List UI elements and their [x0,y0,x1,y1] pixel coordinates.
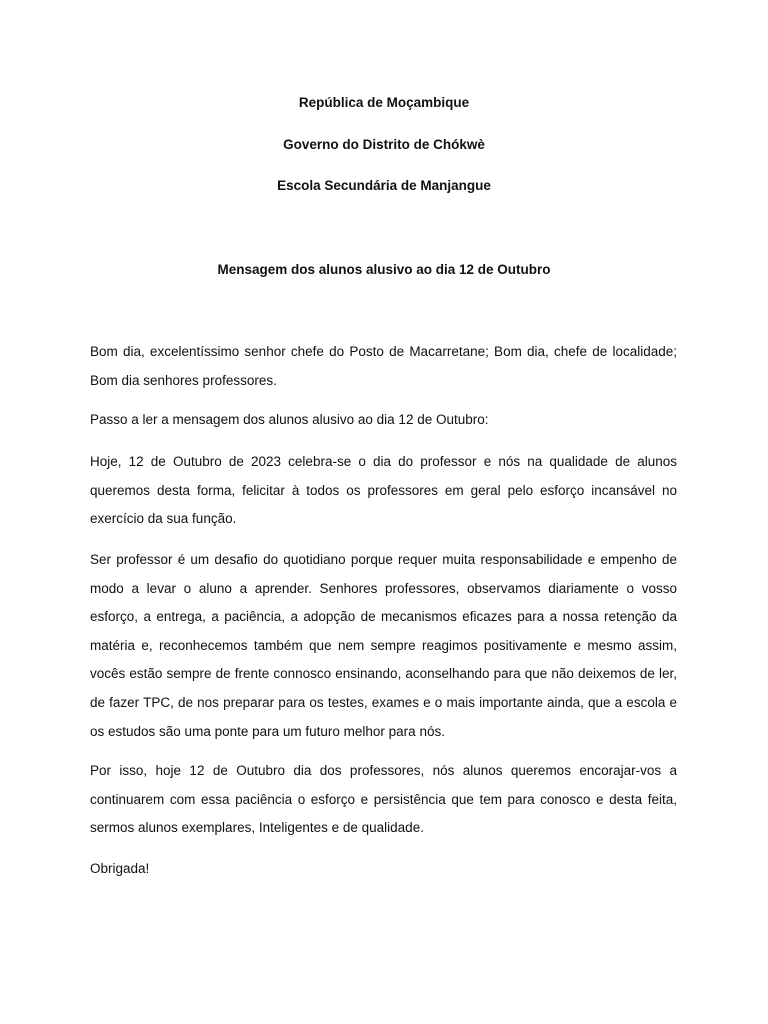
header-government: Governo do Distrito de Chókwè [283,137,485,152]
paragraph-greeting: Bom dia, excelentíssimo senhor chefe do Posto de Macarretane; Bom dia, chefe de localidade; Bom dia senhores professores. [90,344,677,388]
paragraph-encouragement: Por isso, hoje 12 de Outubro dia dos professores, nós alunos queremos encorajar-vos a continuarem com essa paciência o esforço e persistência que tem para conosco e desta feita, sermos alunos exemplares, Inteligentes e de qualidade. [90,763,677,836]
document-title: Mensagem dos alunos alusivo ao dia 12 de Outubro [217,262,551,277]
paragraph-professor-challenge: Ser professor é um desafio do quotidiano porque requer muita responsabilidade e empenho de modo a levar o aluno a aprender. Senhores professores, observamos diariamente o vosso esforço, a entrega, a paciência, a adopção de mecanismos eficazes para a nossa retenção da matéria e, reconhecemos também que nem sempre reagimos positivamente e mesmo assim, vocês estão sempre de frente connosco ensinando, aconselhando para que não deixemos de ler, de fazer TPC, de nos preparar para os testes, exames e o mais importante ainda, que a escola e os estudos são uma ponte para um futuro melhor para nós. [90,552,677,739]
paragraph-intro: Passo a ler a mensagem dos alunos alusivo ao dia 12 de Outubro: [90,412,489,427]
header-country: República de Moçambique [298,95,470,110]
paragraph-celebration: Hoje, 12 de Outubro de 2023 celebra-se o dia do professor e nós na qualidade de alunos queremos desta forma, felicitar à todos os professores em geral pelo esforço incansável no exercício da sua função. [90,454,677,527]
paragraph-closing: Obrigada! [90,861,150,876]
header-school: Escola Secundária de Manjangue [277,178,491,193]
